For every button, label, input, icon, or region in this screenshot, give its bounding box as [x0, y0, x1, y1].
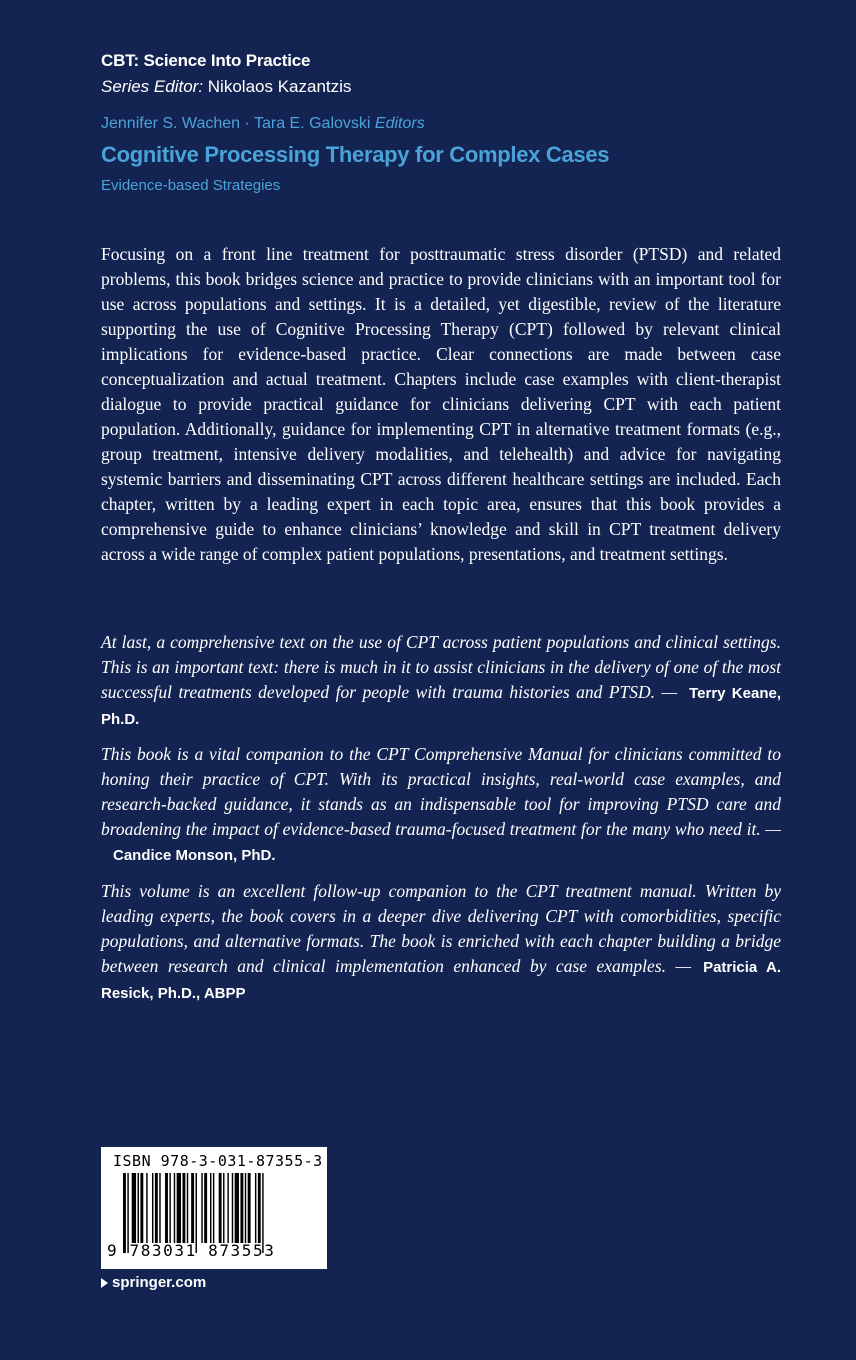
barcode-bar — [204, 1173, 207, 1243]
barcode-bar — [223, 1173, 224, 1243]
barcode-bar — [219, 1173, 222, 1243]
series-name: CBT: Science Into Practice — [101, 51, 311, 70]
barcode-bar — [213, 1173, 214, 1243]
book-editors — [101, 113, 425, 135]
barcode-bar — [240, 1173, 243, 1243]
barcode-bar — [159, 1173, 160, 1243]
barcode-bar — [245, 1173, 246, 1243]
barcode-digits: 9 783031 873553 — [107, 1241, 276, 1260]
series-info — [101, 48, 351, 100]
series-editor-name: Nikolaos Kazantzis — [207, 77, 352, 96]
triangle-right-icon — [101, 1278, 108, 1288]
barcode-bar — [191, 1173, 194, 1243]
endorsement-quote — [101, 630, 781, 732]
barcode-bar — [132, 1173, 136, 1243]
quote-text: This volume is an excellent follow-up companion to the CPT treatment manual. Written by leading experts, the book covers in a deeper dive delivering CPT with comorbidities, specific populations, and alternative formats. The book is enriched with each chapter building a bridge between research and clinical implementation enhanced by case examples. — — [101, 881, 781, 976]
barcode-bar — [146, 1173, 147, 1243]
editors-role: Editors — [374, 115, 425, 132]
barcode-bar — [210, 1173, 211, 1243]
book-subtitle: Evidence-based Strategies — [101, 177, 281, 194]
barcode-bar — [255, 1173, 256, 1243]
quote-author: Patricia A. Resick, Ph.D., ABPP — [101, 959, 781, 1002]
quote-text: At last, a comprehensive text on the use of CPT across patient populations and clinical settings. This is an important text: there is much in it to assist clinicians in the delivery of one of the most successful treatments developed for people with trauma histories and PTSD. — — [101, 632, 781, 702]
isbn-number: ISBN 978-3-031-87355-3 — [113, 1152, 323, 1170]
barcode-bar — [248, 1173, 251, 1243]
barcode-bar — [201, 1173, 202, 1243]
quote-author: Terry Keane, Ph.D. — [101, 685, 781, 728]
barcode-bar — [187, 1173, 188, 1243]
quote-text: This book is a vital companion to the CPT Comprehensive Manual for clinicians committed to honing their practice of CPT. With its practical insights, real-world case examples, and research-backed guidance, it stands as an indispensable tool for improving PTSD care and broadening the impact of evidence-based trauma-focused treatment for the many who need it. — — [101, 744, 781, 839]
editor-names: Jennifer S. Wachen · Tara E. Galovski — [101, 115, 371, 132]
barcode-bar — [235, 1173, 239, 1243]
barcode-bar — [165, 1173, 168, 1243]
isbn-barcode — [101, 1147, 327, 1269]
endorsement-quote — [101, 879, 781, 1006]
barcode-bar — [155, 1173, 158, 1243]
barcode-bar — [232, 1173, 233, 1243]
barcode-bar — [174, 1173, 175, 1243]
barcode-bar — [258, 1173, 261, 1243]
endorsement-quote — [101, 742, 781, 868]
book-title: Cognitive Processing Therapy for Complex Cases — [101, 142, 610, 167]
barcode-bar — [138, 1173, 139, 1243]
barcode-bar — [177, 1173, 181, 1243]
publisher-link-text: springer.com — [112, 1274, 207, 1291]
barcode-bar — [152, 1173, 153, 1243]
book-description: Focusing on a front line treatment for posttraumatic stress disorder (PTSD) and related problems, this book bridges science and practice to provide clinicians with an important tool for use across populations and settings. It is a detailed, yet digestible, review of the literature supporting the use of Cognitive Processing Therapy (CPT) followed by relevant clinical implications for evidence-based practice. Clear connections are made between case conceptualization and actual treatment. Chapters include case examples with client-therapist dialogue to provide practical guidance for clinicians delivering CPT with each patient population. Additionally, guidance for implementing CPT in alternative treatment formats (e.g., group treatment, intensive delivery modalities, and telehealth) and advice for navigating systemic barriers and disseminating CPT across different healthcare settings are included. Each chapter, written by a leading expert in each topic area, ensures that this book provides a comprehensive guide to enhance clinicians’ knowledge and skill in CPT treatment delivery across a wide range of complex patient populations, presentations, and treatment settings. — [101, 244, 781, 564]
barcode-bar — [140, 1173, 143, 1243]
barcode-bar — [227, 1173, 228, 1243]
barcode-bar — [182, 1173, 185, 1243]
series-editor — [101, 74, 351, 100]
series-editor-label: Series Editor: — [101, 77, 204, 96]
quote-author: Candice Monson, PhD. — [113, 847, 276, 864]
publisher-link[interactable] — [101, 1274, 206, 1291]
barcode-bar — [169, 1173, 170, 1243]
